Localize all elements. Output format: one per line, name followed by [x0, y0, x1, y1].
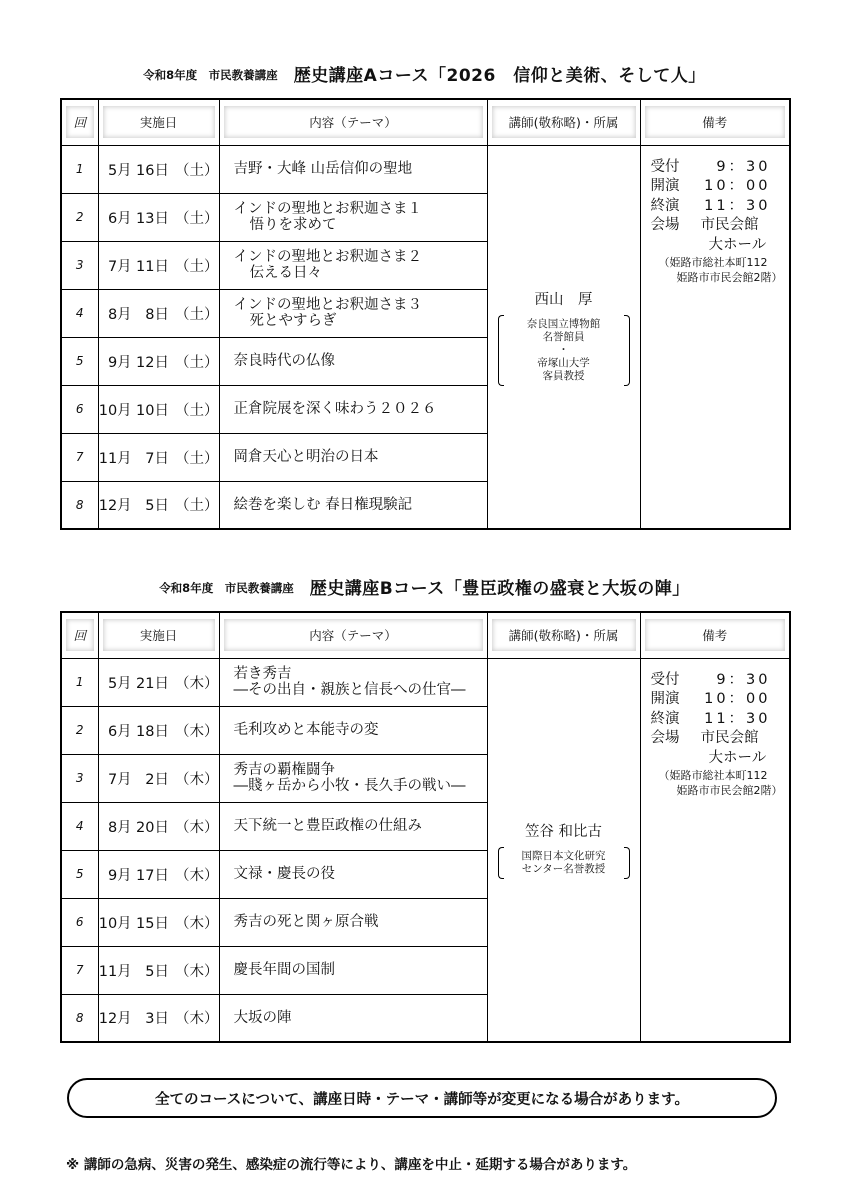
- session-topic: [219, 193, 487, 241]
- session-date: [98, 385, 219, 433]
- session-topic: [219, 289, 487, 337]
- header-topic: 内容（テーマ）: [219, 612, 487, 658]
- session-date: [98, 946, 219, 994]
- course-a-title: [0, 63, 849, 88]
- session-day: 20日: [136, 819, 169, 836]
- session-topic: [219, 706, 487, 754]
- topic-subline: 死とやすらぎ: [249, 313, 337, 329]
- session-day: 7日: [145, 450, 169, 467]
- reception-time: 9：30: [716, 671, 771, 688]
- session-date: [98, 658, 219, 706]
- address-line: （姫路市総社本町112: [658, 768, 768, 782]
- topic-line: 秀吉の死と関ヶ原合戦: [233, 914, 379, 930]
- session-weekday: （木）: [175, 867, 219, 884]
- notes-cell: [640, 145, 790, 529]
- header-lecturer: 講師(敬称略)・所属: [487, 612, 640, 658]
- table-row: [61, 145, 790, 193]
- lecturer-affiliation: [498, 315, 630, 386]
- session-number: 3: [61, 754, 98, 802]
- lecturer-name: 西山 厚: [534, 291, 593, 308]
- notes-cell: [640, 658, 790, 1042]
- venue-hall: 大ホール: [708, 749, 767, 766]
- topic-line: 岡倉天心と明治の日本: [233, 449, 379, 465]
- session-day: 13日: [136, 210, 169, 227]
- end-label: 終演: [650, 197, 680, 214]
- session-topic: [219, 385, 487, 433]
- session-date: [98, 802, 219, 850]
- topic-line: 大坂の陣: [233, 1009, 292, 1026]
- session-number: 4: [61, 289, 98, 337]
- venue-name: 市民会館: [700, 217, 759, 233]
- topic-line: 文禄・慶長の役: [233, 866, 335, 882]
- start-time: 10：00: [704, 178, 771, 194]
- session-weekday: （木）: [175, 723, 219, 740]
- session-number: 8: [61, 994, 98, 1042]
- session-month: 5月: [107, 675, 132, 692]
- course-b-pretitle: 令和8年度 市民教養講座: [159, 581, 294, 595]
- session-number: 6: [61, 898, 98, 946]
- session-number: 5: [61, 850, 98, 898]
- header-lecturer: 講師(敬称略)・所属: [487, 99, 640, 145]
- topic-line: 正倉院展を深く味わう２０２６: [233, 401, 437, 417]
- session-date: [98, 193, 219, 241]
- session-topic: [219, 850, 487, 898]
- session-number: 8: [61, 481, 98, 529]
- session-date: [98, 754, 219, 802]
- session-topic: [219, 754, 487, 802]
- lecturer-cell: [487, 145, 640, 529]
- topic-line: 慶長年間の国制: [233, 962, 335, 978]
- header-notes: 備考: [640, 612, 790, 658]
- end-label: 終演: [650, 710, 680, 727]
- session-month: 5月: [107, 162, 132, 179]
- course-a-pretitle: 令和8年度 市民教養講座: [143, 68, 278, 82]
- venue-label: 会場: [650, 730, 680, 746]
- session-day: 18日: [136, 723, 169, 740]
- session-topic: [219, 337, 487, 385]
- lecturer-affiliation-line: ・: [558, 343, 569, 356]
- session-topic: [219, 994, 487, 1042]
- lecturer-affiliation-line: 客員教授: [542, 369, 585, 382]
- session-weekday: （木）: [175, 915, 219, 932]
- header-notes: 備考: [640, 99, 790, 145]
- topic-line: 天下統一と豊臣政権の仕組み: [233, 818, 422, 834]
- table-header-row: [61, 99, 790, 145]
- topic-line: インドの聖地とお釈迦さま３: [233, 297, 422, 313]
- end-time: 11：30: [704, 710, 771, 727]
- session-number: 1: [61, 658, 98, 706]
- start-label: 開演: [650, 691, 680, 707]
- session-month: 12月: [98, 498, 132, 515]
- session-weekday: （木）: [175, 1011, 219, 1028]
- session-day: 5日: [145, 498, 169, 515]
- reception-time: 9：30: [716, 158, 771, 175]
- session-month: 11月: [98, 963, 132, 980]
- session-day: 15日: [136, 915, 169, 932]
- session-topic: [219, 802, 487, 850]
- session-month: 9月: [107, 354, 132, 371]
- topic-line: 毛利攻めと本能寺の変: [233, 722, 379, 738]
- session-topic: [219, 241, 487, 289]
- session-day: 21日: [136, 675, 169, 692]
- session-weekday: （土）: [175, 402, 219, 419]
- topic-line: 奈良時代の仏像: [233, 353, 335, 369]
- header-topic: 内容（テーマ）: [219, 99, 487, 145]
- header-date: 実施日: [98, 612, 219, 658]
- topic-line: 秀吉の覇権闘争: [233, 762, 335, 778]
- session-day: 16日: [136, 162, 169, 179]
- session-month: 10月: [98, 402, 132, 419]
- end-time: 11：30: [704, 197, 771, 214]
- lecturer-affiliation-line: センター名誉教授: [521, 863, 606, 876]
- session-number: 2: [61, 706, 98, 754]
- reception-label: 受付: [650, 158, 680, 175]
- venue-hall: 大ホール: [708, 236, 767, 253]
- address-line: （姫路市総社本町112: [658, 255, 768, 269]
- header-date: 実施日: [98, 99, 219, 145]
- session-number: 7: [61, 433, 98, 481]
- course-b-title: [0, 576, 849, 601]
- session-date: [98, 433, 219, 481]
- session-date: [98, 241, 219, 289]
- reception-label: 受付: [650, 671, 680, 688]
- session-number: 5: [61, 337, 98, 385]
- address-line: 姫路市市民会館2階）: [676, 783, 783, 797]
- session-topic: [219, 481, 487, 529]
- topic-line: 吉野・大峰 山岳信仰の聖地: [233, 161, 413, 177]
- session-topic: [219, 658, 487, 706]
- session-day: 8日: [145, 306, 169, 323]
- lecturer-affiliation: [498, 847, 630, 879]
- table-header-row: [61, 612, 790, 658]
- session-day: 2日: [145, 771, 169, 788]
- session-number: 2: [61, 193, 98, 241]
- session-weekday: （土）: [175, 306, 219, 323]
- session-day: 17日: [136, 867, 169, 884]
- session-day: 12日: [136, 354, 169, 371]
- session-date: [98, 481, 219, 529]
- session-month: 7月: [107, 771, 132, 788]
- session-weekday: （土）: [175, 450, 219, 467]
- session-day: 11日: [136, 258, 169, 275]
- session-topic: [219, 433, 487, 481]
- table-row: [61, 658, 790, 706]
- topic-subline: ―賤ヶ岳から小牧・長久手の戦い―: [233, 778, 466, 794]
- topic-subline: 伝える日々: [249, 265, 322, 281]
- session-weekday: （木）: [175, 771, 219, 788]
- topic-line: 若き秀吉: [233, 666, 292, 682]
- session-number: 6: [61, 385, 98, 433]
- session-date: [98, 850, 219, 898]
- session-month: 6月: [107, 723, 132, 740]
- topic-subline: 悟りを求めて: [249, 217, 337, 233]
- course-b-table: [60, 611, 791, 1043]
- lecturer-affiliation-line: 国際日本文化研究: [521, 850, 606, 863]
- session-month: 7月: [107, 258, 132, 275]
- start-time: 10：00: [704, 691, 771, 707]
- session-number: 7: [61, 946, 98, 994]
- session-number: 4: [61, 802, 98, 850]
- session-month: 10月: [98, 915, 132, 932]
- address-line: 姫路市市民会館2階）: [676, 270, 783, 284]
- venue-name: 市民会館: [700, 730, 759, 746]
- lecturer-cell: [487, 658, 640, 1042]
- session-topic: [219, 898, 487, 946]
- session-date: [98, 994, 219, 1042]
- session-weekday: （木）: [175, 963, 219, 980]
- session-topic: [219, 946, 487, 994]
- session-date: [98, 289, 219, 337]
- topic-line: インドの聖地とお釈迦さま１: [233, 201, 422, 217]
- cancellation-footnote: ※ 講師の急病、災害の発生、感染症の流行等により、講座を中止・延期する場合があります。: [66, 1157, 637, 1173]
- session-weekday: （土）: [175, 258, 219, 275]
- session-weekday: （土）: [175, 354, 219, 371]
- session-weekday: （土）: [175, 498, 219, 515]
- venue-label: 会場: [650, 217, 680, 233]
- session-month: 8月: [107, 819, 132, 836]
- session-day: 3日: [145, 1011, 169, 1028]
- session-topic: [219, 145, 487, 193]
- lecturer-affiliation-line: 奈良国立博物館: [526, 317, 601, 330]
- session-month: 9月: [107, 867, 132, 884]
- session-month: 8月: [107, 306, 132, 323]
- session-month: 12月: [98, 1011, 132, 1028]
- session-day: 5日: [145, 963, 169, 980]
- lecturer-affiliation-line: 名誉館員: [542, 330, 585, 343]
- change-notice: 全てのコースについて、講座日時・テーマ・講師等が変更になる場合があります。: [67, 1078, 777, 1118]
- session-date: [98, 706, 219, 754]
- header-no: 回: [61, 99, 98, 145]
- session-date: [98, 337, 219, 385]
- course-a-heading: 歴史講座Aコース「2026 信仰と美術、そして人」: [293, 66, 706, 86]
- session-number: 3: [61, 241, 98, 289]
- topic-line: 絵巻を楽しむ 春日権現験記: [233, 496, 413, 513]
- session-month: 11月: [98, 450, 132, 467]
- venue-address: [651, 768, 790, 798]
- session-weekday: （木）: [175, 675, 219, 692]
- session-day: 10日: [136, 402, 169, 419]
- session-weekday: （土）: [175, 210, 219, 227]
- start-label: 開演: [650, 178, 680, 194]
- topic-line: インドの聖地とお釈迦さま２: [233, 249, 422, 265]
- session-date: [98, 145, 219, 193]
- session-month: 6月: [107, 210, 132, 227]
- venue-address: [651, 255, 790, 285]
- lecturer-name: 笠谷 和比古: [524, 824, 603, 841]
- topic-subline: ―その出自・親族と信長への仕官―: [233, 682, 466, 698]
- header-no: 回: [61, 612, 98, 658]
- session-weekday: （土）: [175, 162, 219, 179]
- session-date: [98, 898, 219, 946]
- course-b-heading: 歴史講座Bコース「豊臣政権の盛衰と大坂の陣」: [309, 579, 690, 599]
- session-number: 1: [61, 145, 98, 193]
- session-weekday: （木）: [175, 819, 219, 836]
- lecturer-affiliation-line: 帝塚山大学: [537, 356, 590, 369]
- course-a-table: [60, 98, 791, 530]
